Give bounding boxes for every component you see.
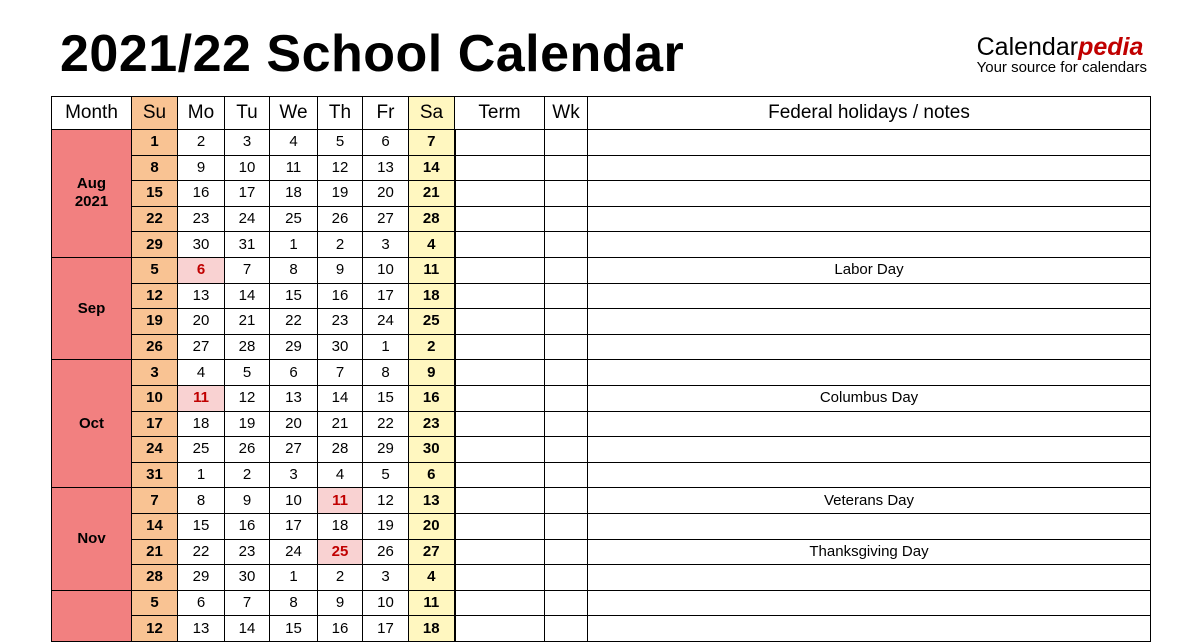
week-row xyxy=(52,462,1151,488)
month-label-line: Sep xyxy=(77,299,106,317)
week-number-cell xyxy=(545,181,588,207)
week-number-cell xyxy=(545,232,588,258)
day-cell-monday: 8 xyxy=(178,488,225,514)
term-cell xyxy=(455,565,545,591)
day-cell-sunday: 21 xyxy=(132,539,178,565)
day-cell-wednesday: 22 xyxy=(270,309,318,335)
day-cell-friday: 26 xyxy=(363,539,409,565)
term-cell xyxy=(455,462,545,488)
day-cell-friday: 24 xyxy=(363,309,409,335)
term-cell xyxy=(455,513,545,539)
note-cell xyxy=(588,334,1151,360)
day-cell-friday: 8 xyxy=(363,360,409,386)
day-cell-sunday: 12 xyxy=(132,616,178,642)
day-cell-tuesday: 7 xyxy=(225,590,270,616)
day-cell-sunday: 26 xyxy=(132,334,178,360)
day-cell-wednesday: 10 xyxy=(270,488,318,514)
day-cell-friday: 1 xyxy=(363,334,409,360)
day-cell-saturday: 7 xyxy=(409,130,455,156)
term-cell xyxy=(455,385,545,411)
day-cell-saturday: 30 xyxy=(409,437,455,463)
month-label xyxy=(52,257,132,359)
day-cell-sunday: 31 xyxy=(132,462,178,488)
week-row xyxy=(52,283,1151,309)
note-cell xyxy=(588,206,1151,232)
note-cell: Columbus Day xyxy=(588,385,1151,411)
day-cell-friday: 17 xyxy=(363,616,409,642)
day-cell-sunday: 10 xyxy=(132,385,178,411)
week-number-cell xyxy=(545,206,588,232)
month-label-line: 2021 xyxy=(74,193,109,211)
day-cell-monday: 6 xyxy=(178,590,225,616)
day-cell-thursday: 12 xyxy=(318,155,363,181)
day-cell-sunday: 24 xyxy=(132,437,178,463)
header-wednesday: We xyxy=(270,97,318,130)
day-cell-tuesday: 19 xyxy=(225,411,270,437)
term-cell xyxy=(455,155,545,181)
day-cell-thursday: 9 xyxy=(318,257,363,283)
day-cell-monday: 1 xyxy=(178,462,225,488)
note-cell xyxy=(588,130,1151,156)
header-monday: Mo xyxy=(178,97,225,130)
day-cell-saturday: 6 xyxy=(409,462,455,488)
day-cell-monday: 16 xyxy=(178,181,225,207)
week-row xyxy=(52,206,1151,232)
note-cell: Veterans Day xyxy=(588,488,1151,514)
note-cell xyxy=(588,283,1151,309)
month-label-line: Nov xyxy=(77,530,106,547)
day-cell-monday: 30 xyxy=(178,232,225,258)
day-cell-sunday: 5 xyxy=(132,257,178,283)
day-cell-thursday: 2 xyxy=(318,565,363,591)
day-cell-sunday: 3 xyxy=(132,360,178,386)
day-cell-sunday: 12 xyxy=(132,283,178,309)
day-cell-tuesday: 26 xyxy=(225,437,270,463)
day-cell-tuesday: 24 xyxy=(225,206,270,232)
day-cell-thursday: 11 xyxy=(318,488,363,514)
day-cell-monday: 20 xyxy=(178,309,225,335)
note-cell xyxy=(588,462,1151,488)
header-sunday: Su xyxy=(132,97,178,130)
week-number-cell xyxy=(545,283,588,309)
term-cell xyxy=(455,539,545,565)
calendar-table xyxy=(51,96,1151,642)
term-cell xyxy=(455,437,545,463)
day-cell-monday: 11 xyxy=(178,385,225,411)
month-label xyxy=(52,360,132,488)
day-cell-tuesday: 21 xyxy=(225,309,270,335)
week-number-cell xyxy=(545,565,588,591)
week-row xyxy=(52,309,1151,335)
header-month: Month xyxy=(52,97,132,130)
week-number-cell xyxy=(545,437,588,463)
day-cell-saturday: 21 xyxy=(409,181,455,207)
day-cell-wednesday: 4 xyxy=(270,130,318,156)
day-cell-monday: 25 xyxy=(178,437,225,463)
day-cell-saturday: 18 xyxy=(409,616,455,642)
day-cell-friday: 13 xyxy=(363,155,409,181)
day-cell-friday: 5 xyxy=(363,462,409,488)
day-cell-friday: 29 xyxy=(363,437,409,463)
week-row xyxy=(52,590,1151,616)
term-cell xyxy=(455,411,545,437)
week-number-cell xyxy=(545,616,588,642)
day-cell-wednesday: 27 xyxy=(270,437,318,463)
day-cell-tuesday: 10 xyxy=(225,155,270,181)
day-cell-tuesday: 28 xyxy=(225,334,270,360)
day-cell-tuesday: 2 xyxy=(225,462,270,488)
day-cell-wednesday: 3 xyxy=(270,462,318,488)
day-cell-sunday: 22 xyxy=(132,206,178,232)
note-cell xyxy=(588,360,1151,386)
day-cell-saturday: 16 xyxy=(409,385,455,411)
term-cell xyxy=(455,360,545,386)
term-cell xyxy=(455,334,545,360)
day-cell-saturday: 25 xyxy=(409,309,455,335)
week-row xyxy=(52,360,1151,386)
day-cell-wednesday: 8 xyxy=(270,590,318,616)
day-cell-saturday: 27 xyxy=(409,539,455,565)
note-cell xyxy=(588,590,1151,616)
day-cell-friday: 15 xyxy=(363,385,409,411)
day-cell-tuesday: 30 xyxy=(225,565,270,591)
day-cell-saturday: 18 xyxy=(409,283,455,309)
day-cell-wednesday: 15 xyxy=(270,616,318,642)
month-label xyxy=(52,590,132,641)
note-cell xyxy=(588,411,1151,437)
term-cell xyxy=(455,590,545,616)
day-cell-wednesday: 11 xyxy=(270,155,318,181)
term-cell xyxy=(455,206,545,232)
day-cell-tuesday: 16 xyxy=(225,513,270,539)
term-cell xyxy=(455,257,545,283)
day-cell-saturday: 11 xyxy=(409,257,455,283)
week-number-cell xyxy=(545,360,588,386)
note-cell xyxy=(588,565,1151,591)
day-cell-tuesday: 23 xyxy=(225,539,270,565)
header-friday: Fr xyxy=(363,97,409,130)
week-row xyxy=(52,411,1151,437)
month-label-line: Oct xyxy=(78,414,104,432)
day-cell-thursday: 4 xyxy=(318,462,363,488)
day-cell-thursday: 23 xyxy=(318,309,363,335)
day-cell-monday: 9 xyxy=(178,155,225,181)
day-cell-friday: 20 xyxy=(363,181,409,207)
day-cell-tuesday: 9 xyxy=(225,488,270,514)
day-cell-monday: 6 xyxy=(178,257,225,283)
day-cell-monday: 2 xyxy=(178,130,225,156)
day-cell-sunday: 19 xyxy=(132,309,178,335)
month-label-line: Aug xyxy=(76,175,107,193)
brand-name-main: Calendar xyxy=(976,33,1079,61)
day-cell-thursday: 18 xyxy=(318,513,363,539)
day-cell-tuesday: 14 xyxy=(225,616,270,642)
day-cell-thursday: 9 xyxy=(318,590,363,616)
day-cell-friday: 10 xyxy=(363,590,409,616)
day-cell-saturday: 14 xyxy=(409,155,455,181)
week-number-cell xyxy=(545,411,588,437)
day-cell-monday: 13 xyxy=(178,283,225,309)
page-title: 2021/22 School Calendar xyxy=(60,25,685,83)
header-term: Term xyxy=(455,97,545,130)
note-cell xyxy=(588,309,1151,335)
note-cell xyxy=(588,155,1151,181)
week-number-cell xyxy=(545,155,588,181)
day-cell-saturday: 4 xyxy=(409,232,455,258)
header-saturday: Sa xyxy=(409,97,455,130)
week-number-cell xyxy=(545,257,588,283)
day-cell-sunday: 28 xyxy=(132,565,178,591)
week-row xyxy=(52,232,1151,258)
week-number-cell xyxy=(545,462,588,488)
week-row xyxy=(52,565,1151,591)
day-cell-monday: 15 xyxy=(178,513,225,539)
day-cell-saturday: 4 xyxy=(409,565,455,591)
week-row xyxy=(52,488,1151,514)
day-cell-thursday: 7 xyxy=(318,360,363,386)
day-cell-wednesday: 20 xyxy=(270,411,318,437)
day-cell-monday: 27 xyxy=(178,334,225,360)
day-cell-thursday: 30 xyxy=(318,334,363,360)
day-cell-wednesday: 1 xyxy=(270,232,318,258)
day-cell-monday: 18 xyxy=(178,411,225,437)
day-cell-saturday: 28 xyxy=(409,206,455,232)
day-cell-sunday: 1 xyxy=(132,130,178,156)
brand-tagline: Your source for calendars xyxy=(976,59,1147,76)
day-cell-friday: 10 xyxy=(363,257,409,283)
term-cell xyxy=(455,232,545,258)
day-cell-sunday: 17 xyxy=(132,411,178,437)
day-cell-wednesday: 6 xyxy=(270,360,318,386)
brand-logo[interactable] xyxy=(977,33,1147,75)
week-number-cell xyxy=(545,488,588,514)
day-cell-sunday: 29 xyxy=(132,232,178,258)
note-cell xyxy=(588,232,1151,258)
day-cell-sunday: 14 xyxy=(132,513,178,539)
day-cell-wednesday: 1 xyxy=(270,565,318,591)
week-number-cell xyxy=(545,590,588,616)
day-cell-sunday: 5 xyxy=(132,590,178,616)
header-row xyxy=(52,97,1151,130)
day-cell-thursday: 5 xyxy=(318,130,363,156)
day-cell-friday: 3 xyxy=(363,565,409,591)
term-cell xyxy=(455,309,545,335)
day-cell-tuesday: 14 xyxy=(225,283,270,309)
day-cell-monday: 23 xyxy=(178,206,225,232)
day-cell-wednesday: 8 xyxy=(270,257,318,283)
week-row xyxy=(52,181,1151,207)
week-number-cell xyxy=(545,385,588,411)
note-cell xyxy=(588,181,1151,207)
week-row xyxy=(52,155,1151,181)
week-number-cell xyxy=(545,539,588,565)
day-cell-sunday: 15 xyxy=(132,181,178,207)
week-row xyxy=(52,437,1151,463)
header-notes: Federal holidays / notes xyxy=(588,97,1151,130)
day-cell-wednesday: 25 xyxy=(270,206,318,232)
month-label xyxy=(52,130,132,258)
day-cell-wednesday: 17 xyxy=(270,513,318,539)
header-thursday: Th xyxy=(318,97,363,130)
week-number-cell xyxy=(545,309,588,335)
day-cell-friday: 12 xyxy=(363,488,409,514)
header-week: Wk xyxy=(545,97,588,130)
day-cell-wednesday: 13 xyxy=(270,385,318,411)
brand-name-accent: pedia xyxy=(1078,33,1144,61)
day-cell-sunday: 7 xyxy=(132,488,178,514)
day-cell-saturday: 20 xyxy=(409,513,455,539)
note-cell: Thanksgiving Day xyxy=(588,539,1151,565)
day-cell-tuesday: 3 xyxy=(225,130,270,156)
day-cell-saturday: 9 xyxy=(409,360,455,386)
day-cell-thursday: 26 xyxy=(318,206,363,232)
day-cell-tuesday: 12 xyxy=(225,385,270,411)
day-cell-thursday: 21 xyxy=(318,411,363,437)
day-cell-wednesday: 18 xyxy=(270,181,318,207)
note-cell xyxy=(588,513,1151,539)
day-cell-wednesday: 29 xyxy=(270,334,318,360)
day-cell-friday: 6 xyxy=(363,130,409,156)
day-cell-thursday: 14 xyxy=(318,385,363,411)
day-cell-monday: 13 xyxy=(178,616,225,642)
week-row xyxy=(52,257,1151,283)
week-row xyxy=(52,130,1151,156)
day-cell-monday: 29 xyxy=(178,565,225,591)
day-cell-sunday: 8 xyxy=(132,155,178,181)
term-cell xyxy=(455,283,545,309)
day-cell-thursday: 28 xyxy=(318,437,363,463)
day-cell-monday: 4 xyxy=(178,360,225,386)
day-cell-saturday: 2 xyxy=(409,334,455,360)
day-cell-wednesday: 15 xyxy=(270,283,318,309)
day-cell-monday: 22 xyxy=(178,539,225,565)
header-tuesday: Tu xyxy=(225,97,270,130)
day-cell-friday: 17 xyxy=(363,283,409,309)
note-cell xyxy=(588,616,1151,642)
day-cell-saturday: 11 xyxy=(409,590,455,616)
week-number-cell xyxy=(545,130,588,156)
brand-name xyxy=(977,33,1147,61)
day-cell-friday: 19 xyxy=(363,513,409,539)
term-cell xyxy=(455,130,545,156)
week-number-cell xyxy=(545,513,588,539)
day-cell-wednesday: 24 xyxy=(270,539,318,565)
week-row xyxy=(52,385,1151,411)
term-cell xyxy=(455,616,545,642)
note-cell xyxy=(588,437,1151,463)
note-cell: Labor Day xyxy=(588,257,1151,283)
day-cell-tuesday: 31 xyxy=(225,232,270,258)
week-row xyxy=(52,513,1151,539)
day-cell-thursday: 19 xyxy=(318,181,363,207)
day-cell-friday: 22 xyxy=(363,411,409,437)
week-row xyxy=(52,616,1151,642)
day-cell-friday: 3 xyxy=(363,232,409,258)
day-cell-saturday: 13 xyxy=(409,488,455,514)
week-row xyxy=(52,334,1151,360)
day-cell-thursday: 16 xyxy=(318,283,363,309)
day-cell-friday: 27 xyxy=(363,206,409,232)
day-cell-tuesday: 17 xyxy=(225,181,270,207)
week-number-cell xyxy=(545,334,588,360)
day-cell-tuesday: 5 xyxy=(225,360,270,386)
day-cell-thursday: 25 xyxy=(318,539,363,565)
term-cell xyxy=(455,181,545,207)
term-cell xyxy=(455,488,545,514)
day-cell-thursday: 16 xyxy=(318,616,363,642)
day-cell-saturday: 23 xyxy=(409,411,455,437)
day-cell-thursday: 2 xyxy=(318,232,363,258)
day-cell-tuesday: 7 xyxy=(225,257,270,283)
week-row xyxy=(52,539,1151,565)
month-label xyxy=(52,488,132,590)
